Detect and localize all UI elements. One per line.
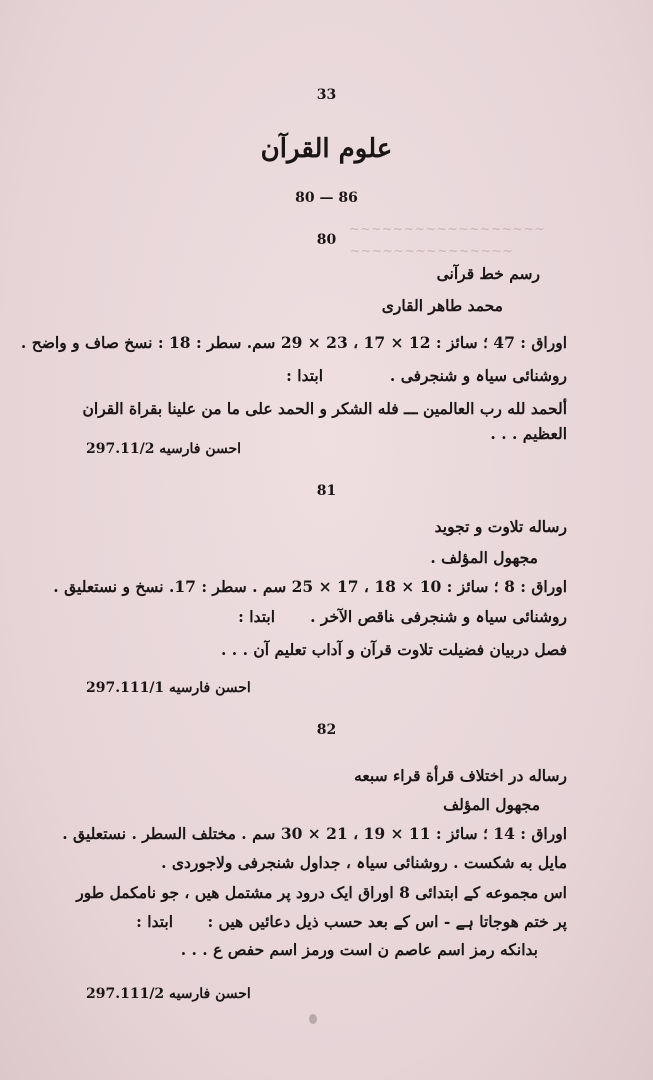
call-number: احسن فارسیه 297.11/2 — [86, 441, 242, 457]
entry-description: اوراق : 47 ؛ سائز : 12 × 17 ، 23 × 29 سم. سطر : 18 : نسخ صاف و واضح . — [20, 333, 567, 352]
start-label: ابتدا : — [136, 912, 173, 931]
entry-description: روشنائی سیاہ و شنجرفی . — [389, 607, 567, 626]
section-title: علوم القرآن — [260, 134, 393, 164]
entry-description: مایل به شکست . روشنائی سیاہ ، جداول شنجرفی ولاجوردی . — [161, 853, 567, 872]
entry-title: رساله در اختلاف قرأة قراء سبعه — [354, 766, 567, 785]
call-number: احسن فارسیه 297.111/2 — [86, 986, 251, 1002]
ink-blot — [309, 1014, 317, 1024]
entry-author: مجهول المؤلف — [443, 795, 540, 814]
page-number: 33 — [316, 87, 337, 103]
entry-range: 80 — 86 — [295, 190, 358, 206]
bleed-through: ~~~~~~~~~~~~~~~ — [349, 244, 513, 259]
incipit: العظیم . . . — [490, 424, 567, 443]
entry-author: محمد طاهر القاری — [381, 296, 503, 315]
entry-number: 82 — [316, 722, 337, 738]
bleed-through: ~~~~~~~~~~~~~~~~~~ — [348, 222, 545, 237]
start-label: ابتدا : — [238, 607, 275, 626]
entry-description: اوراق : 8 ؛ سائز : 10 × 18 ، 17 × 25 سم . سطر : 17. نسخ و نستعلیق . — [53, 577, 567, 596]
incipit: ألحمد لله رب العالمین ـــ فله الشکر و الحمد علی ما من علینا بقراة القران — [82, 399, 567, 418]
entry-author: مجهول المؤلف . — [430, 548, 538, 567]
entry-description: اوراق : 14 ؛ سائز : 11 × 19 ، 21 × 30 سم . مختلف السطر . نستعلیق . — [62, 824, 567, 843]
incipit: فصل دربیان فضیلت تلاوت قرآن و آداب تعلیم آن . . . — [221, 640, 567, 659]
entry-title: رسم خط قرآنی — [436, 264, 540, 283]
entry-number: 80 — [316, 232, 337, 248]
entry-note: پر ختم هوجاتا ہے - اس کے بعد حسب ذیل دعائیں هیں : — [207, 912, 567, 931]
entry-title: رساله تلاوت و تجوید — [434, 517, 567, 536]
incipit: بدانکه رمز اسم عاصم ن است ورمز اسم حفص ع . . . — [180, 940, 538, 959]
call-number: احسن فارسیه 297.111/1 — [86, 680, 251, 696]
entry-note: اس مجموعه کے ابتدائی 8 اوراق ایک درود پر مشتمل هیں ، جو نامکمل طور — [76, 883, 567, 902]
condition-note: ناقص الآخر . — [310, 607, 393, 626]
entry-number: 81 — [316, 483, 337, 499]
entry-description: روشنائی سیاہ و شنجرفی . — [389, 366, 567, 385]
start-label: ابتدا : — [286, 366, 323, 385]
